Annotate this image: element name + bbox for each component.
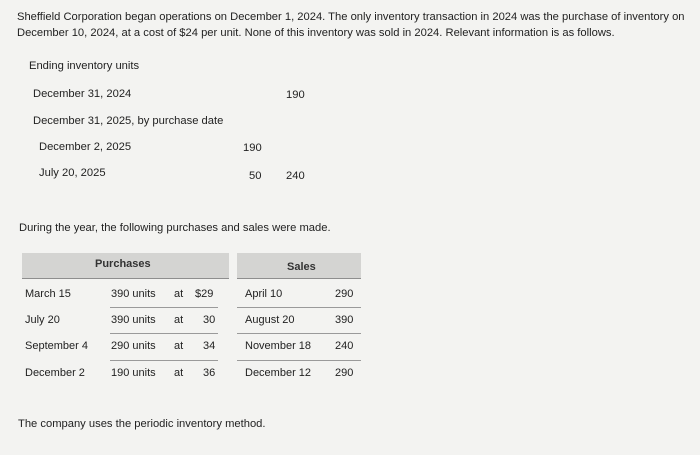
purchase-date: December 2 <box>25 367 85 379</box>
sale-units: 290 <box>335 288 354 300</box>
purchases-sales-intro: During the year, the following purchases and sales were made. <box>19 222 331 234</box>
purchase-date-jul20-value: 50 <box>249 170 262 182</box>
purchase-units: 390 units <box>111 288 156 300</box>
purchase-units: 390 units <box>111 314 156 326</box>
sales-header: Sales <box>287 261 316 273</box>
ending-inventory-2025-total: 240 <box>286 170 305 182</box>
at-label: at <box>174 340 184 352</box>
at-label: at <box>174 367 184 379</box>
purchase-date: September 4 <box>25 340 88 352</box>
purchase-date-jul20-label: July 20, 2025 <box>39 167 106 179</box>
row-separator <box>110 307 218 308</box>
at-label: at <box>174 288 184 300</box>
purchases-header: Purchases <box>95 258 151 270</box>
ending-inventory-2025-label: December 31, 2025, by purchase date <box>33 115 224 127</box>
unit-price: 34 <box>203 340 216 352</box>
sale-units: 390 <box>335 314 354 326</box>
row-separator <box>237 333 361 334</box>
purchase-date-dec2-value: 190 <box>243 142 262 154</box>
purchase-units: 190 units <box>111 367 156 379</box>
row-separator <box>110 333 218 334</box>
purchase-date: March 15 <box>25 288 71 300</box>
sale-date: August 20 <box>245 314 295 326</box>
unit-price: $29 <box>195 288 214 300</box>
at-label: at <box>174 314 184 326</box>
sale-units: 290 <box>335 367 354 379</box>
ending-inventory-2024-value: 190 <box>286 89 305 101</box>
row-separator <box>110 360 218 361</box>
ending-inventory-heading: Ending inventory units <box>29 60 140 72</box>
row-separator <box>237 307 361 308</box>
sale-units: 240 <box>335 340 354 352</box>
ending-inventory-2024-label: December 31, 2024 <box>33 88 132 100</box>
sale-date: April 10 <box>245 288 283 300</box>
sale-date: December 12 <box>245 367 312 379</box>
purchase-date: July 20 <box>25 314 60 326</box>
row-separator <box>237 360 361 361</box>
unit-price: 30 <box>203 314 216 326</box>
intro-paragraph: Sheffield Corporation began operations on December 1, 2024. The only inventory transaction in 2024 was the purchase of inventory on December 10, 2024, at a cost of $24 per unit. None of this inventory was sold in 2024. Relevant information is as follows. <box>17 11 685 39</box>
sale-date: November 18 <box>245 340 312 352</box>
unit-price: 36 <box>203 367 216 379</box>
purchase-units: 290 units <box>111 340 156 352</box>
footer-note: The company uses the periodic inventory method. <box>18 418 266 430</box>
purchase-date-dec2-label: December 2, 2025 <box>39 141 132 153</box>
